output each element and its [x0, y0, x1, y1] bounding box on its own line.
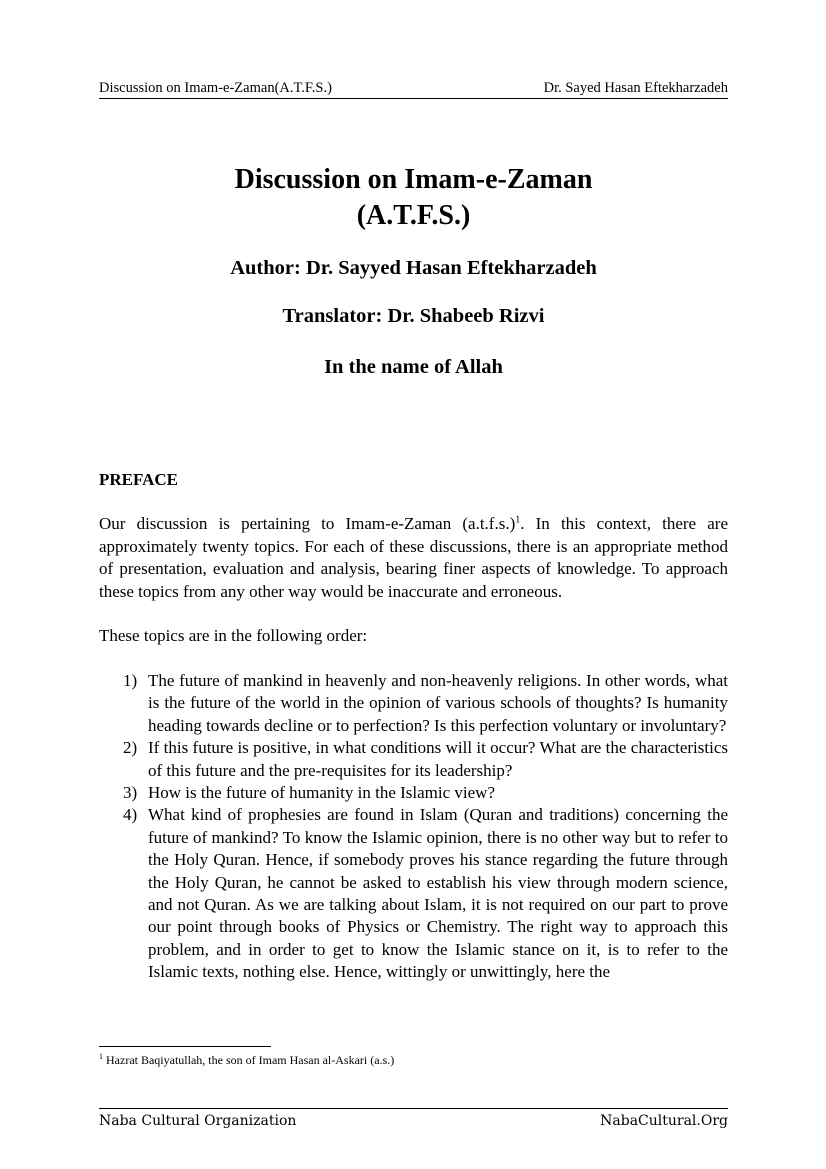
topics-list	[123, 670, 728, 984]
list-item-text: How is the future of humanity in the Islamic view?	[148, 783, 495, 803]
header-author: Dr. Sayed Hasan Eftekharzadeh	[543, 80, 728, 96]
list-item-text: If this future is positive, in what conditions will it occur? What are the characteristics of this future and the pre-requisites for its leadership?	[148, 738, 728, 780]
list-item	[123, 670, 728, 737]
footnote-number: 1	[99, 1052, 103, 1061]
preface-text-start: Our discussion is pertaining to Imam-e-Zaman (a.t.f.s.)	[99, 514, 516, 533]
running-footer	[99, 1108, 728, 1129]
list-item-number: 3)	[123, 783, 138, 803]
footnote-reference: 1	[515, 514, 521, 526]
author-line: Author: Dr. Sayyed Hasan Eftekharzadeh	[230, 257, 597, 279]
topics-intro: These topics are in the following order:	[99, 626, 368, 645]
preface-paragraph	[99, 513, 728, 603]
list-item	[123, 804, 728, 983]
running-header	[99, 80, 728, 99]
list-item	[123, 737, 728, 782]
list-item-text: The future of mankind in heavenly and non-heavenly religions. In other words, what is the future of the world in the opinion of various schools of thoughts? Is humanity heading towards decline or to perfection? Is this perfection voluntary or involuntary?	[148, 671, 728, 735]
header-title: Discussion on Imam-e-Zaman(A.T.F.S.)	[99, 80, 332, 96]
preface-text-end: . In this context, there are approximately twenty topics. For each of these discussions, there is an appropriate method of presentation, evaluation and analysis, bearing finer aspects of knowledge. To approach these topics from any other way would be inaccurate and erroneous.	[99, 514, 728, 601]
footnote-text: Hazrat Baqiyatullah, the son of Imam Hasan al-Askari (a.s.)	[103, 1053, 395, 1067]
document-title-line2: (A.T.F.S.)	[356, 200, 471, 231]
list-item-number: 1)	[123, 671, 138, 690]
list-item-text: What kind of prophesies are found in Islam (Quran and traditions) concerning the future of mankind? To know the Islamic opinion, there is no other way but to refer to the Holy Quran. Hence, if somebody proves his stance regarding the future through the Holy Quran, he cannot be asked to establish his view through modern science, and not Quran. As we are talking about Islam, it is not required on our part to prove our point through books of Physics or Chemistry. The right way to approach this problem, and in order to get to know the Islamic stance on it, is to refer to the Islamic texts, nothing else. Hence, wittingly or unwittingly, here the	[148, 805, 728, 982]
invocation-line: In the name of Allah	[324, 356, 503, 378]
list-item-number: 4)	[123, 805, 138, 825]
footer-website: NabaCultural.Org	[600, 1113, 728, 1129]
footnote-separator	[99, 1046, 271, 1047]
list-item	[123, 782, 728, 804]
footer-organization: Naba Cultural Organization	[99, 1113, 297, 1129]
preface-heading: PREFACE	[99, 470, 179, 489]
document-title-line1: Discussion on Imam-e-Zaman	[234, 164, 593, 195]
footnote	[99, 1053, 394, 1068]
list-item-number: 2)	[123, 738, 138, 758]
translator-line: Translator: Dr. Shabeeb Rizvi	[282, 305, 545, 327]
